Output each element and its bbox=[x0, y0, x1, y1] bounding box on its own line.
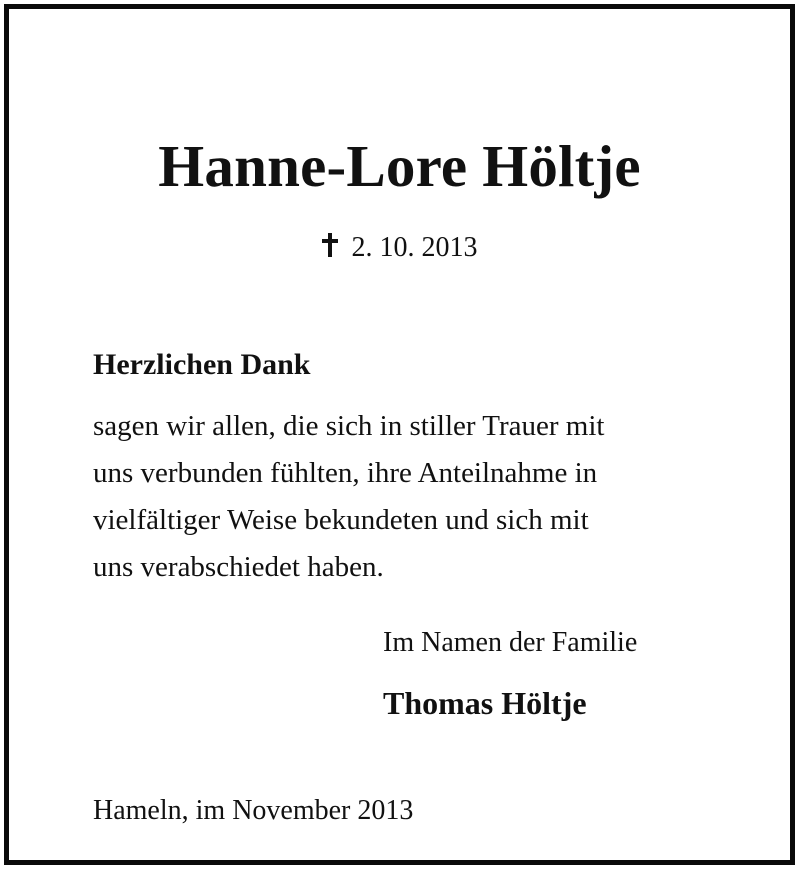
cross-icon bbox=[322, 233, 338, 257]
message-line: vielfältiger Weise bekundeten und sich mit bbox=[93, 504, 589, 536]
notice-frame bbox=[4, 4, 795, 865]
death-date-line bbox=[9, 233, 790, 262]
message-line: uns verabschiedet haben. bbox=[93, 551, 384, 583]
message-line: sagen wir allen, die sich in stiller Trauer mit bbox=[93, 410, 605, 442]
message-line: uns verbunden fühlten, ihre Anteilnahme in bbox=[93, 457, 598, 489]
place-date: Hameln, im November 2013 bbox=[93, 795, 414, 826]
closing-line: Im Namen der Familie bbox=[383, 627, 638, 658]
deceased-name: Hanne-Lore Höltje bbox=[158, 133, 641, 199]
death-date: 2. 10. 2013 bbox=[351, 232, 478, 263]
signer-name: Thomas Höltje bbox=[383, 685, 587, 721]
thanks-heading: Herzlichen Dank bbox=[93, 348, 311, 381]
thanks-message bbox=[93, 403, 713, 591]
